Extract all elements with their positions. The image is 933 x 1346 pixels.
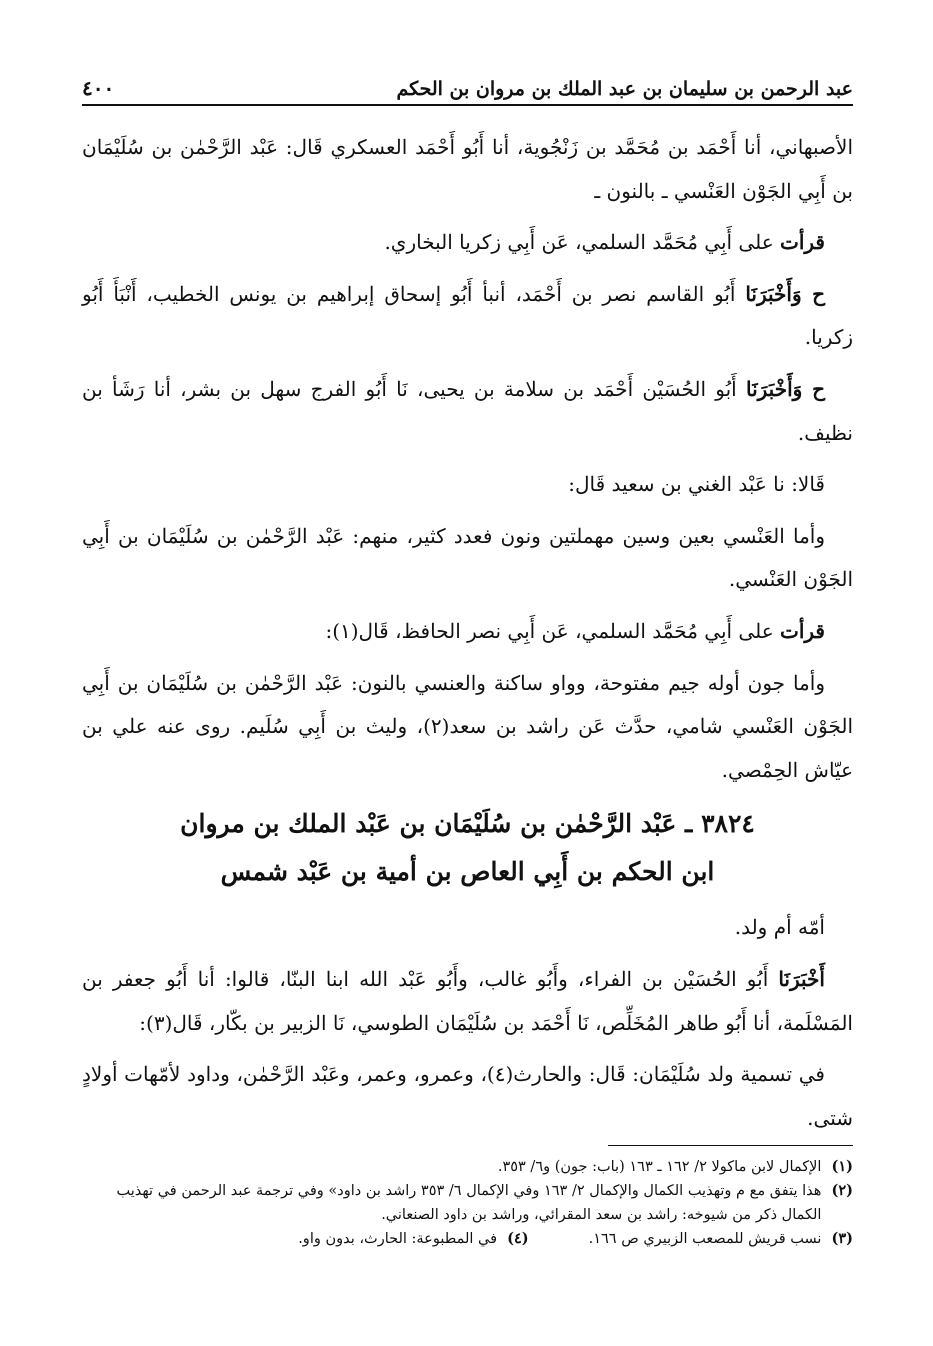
footnote-number: (٣) (831, 1230, 853, 1247)
main-text (82, 126, 853, 1148)
paragraph-text: أَبُو القاسم نصر بن أَحْمَد، أنبأ أَبُو إسحاق إبراهيم بن يونس الخطيب، أَنْبَأَ أَبُو زكريا. (82, 281, 853, 350)
chain-lead: قرأت (780, 618, 825, 643)
paragraph-text: أَبُو الحُسَيْن بن الفراء، وأَبُو غالب، وأَبُو عَبْد الله ابنا البنّا، قالوا: أنا أَبُو جعفر بن المَسْلَمة، أنا أَبُو طاهر المُخَلِّص، نَا أَحْمَد بن سُلَيْمَان الطوسي، نَا الزبير بن بكّار، قَال(٣): (82, 966, 853, 1035)
entry-heading-line: ابن الحكم بن أَبِي العاص بن أمية بن عَبْد شمس (220, 857, 715, 887)
footnotes (82, 1155, 853, 1251)
chain-lead: ح وَأَخْبَرَنَا (745, 281, 825, 306)
footnote-separator (608, 1145, 853, 1146)
paragraph (82, 958, 853, 1045)
footnote-text: نسب قريش للمصعب الزبيري ص ١٦٦. (588, 1231, 822, 1247)
paragraph: في تسمية ولد سُلَيْمَان: قَال: والحارث(٤)، وعمرو، وعمر، وعَبْد الرَّحْمٰن، وداود لأمّهات أولادٍ شتى. (82, 1062, 853, 1130)
entry-heading-line: ٣٨٢٤ ـ عَبْد الرَّحْمٰن بن سُلَيْمَان بن عَبْد الملك بن مروان (180, 809, 755, 839)
chain-lead: أَخْبَرَنَا (778, 966, 825, 991)
footnote-number: (١) (831, 1158, 853, 1175)
footnote-number: (٤) (507, 1230, 529, 1247)
paragraph: وأما جون أوله جيم مفتوحة، وواو ساكنة والعنسي بالنون: عَبْد الرَّحْمٰن بن سُلَيْمَان بن أَبِي الجَوْن العَنْسي شامي، حدَّث عَن راشد بن سعد(٢)، وليث بن أَبِي سُلَيم. روى عنه علي بن عيّاش الحِمْصي. (82, 670, 854, 782)
footnote-text: الإكمال لابن ماكولا ٢/ ١٦٢ ـ ١٦٣ (باب: جون) و٦/ ٣٥٣. (497, 1159, 822, 1175)
page-number: ٤٠٠ (82, 76, 115, 100)
running-title: عبد الرحمن بن سليمان بن عبد الملك بن مروان بن الحكم (396, 78, 853, 100)
footnote-text: في المطبوعة: الحارث، بدون واو. (298, 1231, 498, 1247)
paragraph-text: على أَبِي مُحَمَّد السلمي، عَن أَبِي نصر الحافظ، قَال(١): (325, 618, 774, 643)
paragraph-text: أَبُو الحُسَيْن أَحْمَد بن سلامة بن يحيى، نَا أَبُو الفرج سهل بن بشر، أنا رَشَأ بن نظيف. (82, 376, 853, 445)
chain-lead: ح وَأَخْبَرَنَا (745, 376, 826, 401)
paragraph (82, 368, 853, 455)
paragraph: وأما العَنْسي بعين وسين مهملتين ونون فعدد كثير، منهم: عَبْد الرَّحْمٰن بن سُلَيْمَان بن أَبِي الجَوْن العَنْسي. (82, 523, 853, 592)
page-header (82, 66, 853, 106)
paragraph: أمّه أم ولد. (734, 915, 825, 940)
paragraph (82, 610, 853, 654)
paragraph (82, 273, 853, 360)
footnote (82, 1179, 853, 1227)
footnote-number: (٢) (831, 1182, 853, 1199)
paragraph-text: على أَبِي مُحَمَّد السلمي، عَن أَبِي زكريا البخاري. (384, 230, 774, 255)
paragraph: قَالا: نا عَبْد الغني بن سعيد قَال: (568, 472, 825, 497)
paragraph: الأصبهاني، أنا أَحْمَد بن مُحَمَّد بن زَنْجُوية، أنا أَبُو أَحْمَد العسكري قَال: عَبْد الرَّحْمٰن بن سُلَيْمَان بن أَبِي الجَوْن العَنْسي ـ بالنون ـ (82, 135, 853, 203)
footnote (82, 1155, 853, 1179)
footnote-row (82, 1227, 853, 1251)
paragraph (82, 221, 853, 265)
footnote-text: هذا يتفق مع م وتهذيب الكمال والإكمال ٢/ ١٦٣ وفي الإكمال ٦/ ٣٥٣ راشد بن داود» وفي ترجمة عبد الرحمن في تهذيب الكمال ذكر من شيوخه: راشد بن سعد المقرائي، وراشد بن داود الصنعاني. (116, 1183, 822, 1223)
chain-lead: قرأت (780, 230, 825, 255)
entry-heading (82, 800, 853, 896)
